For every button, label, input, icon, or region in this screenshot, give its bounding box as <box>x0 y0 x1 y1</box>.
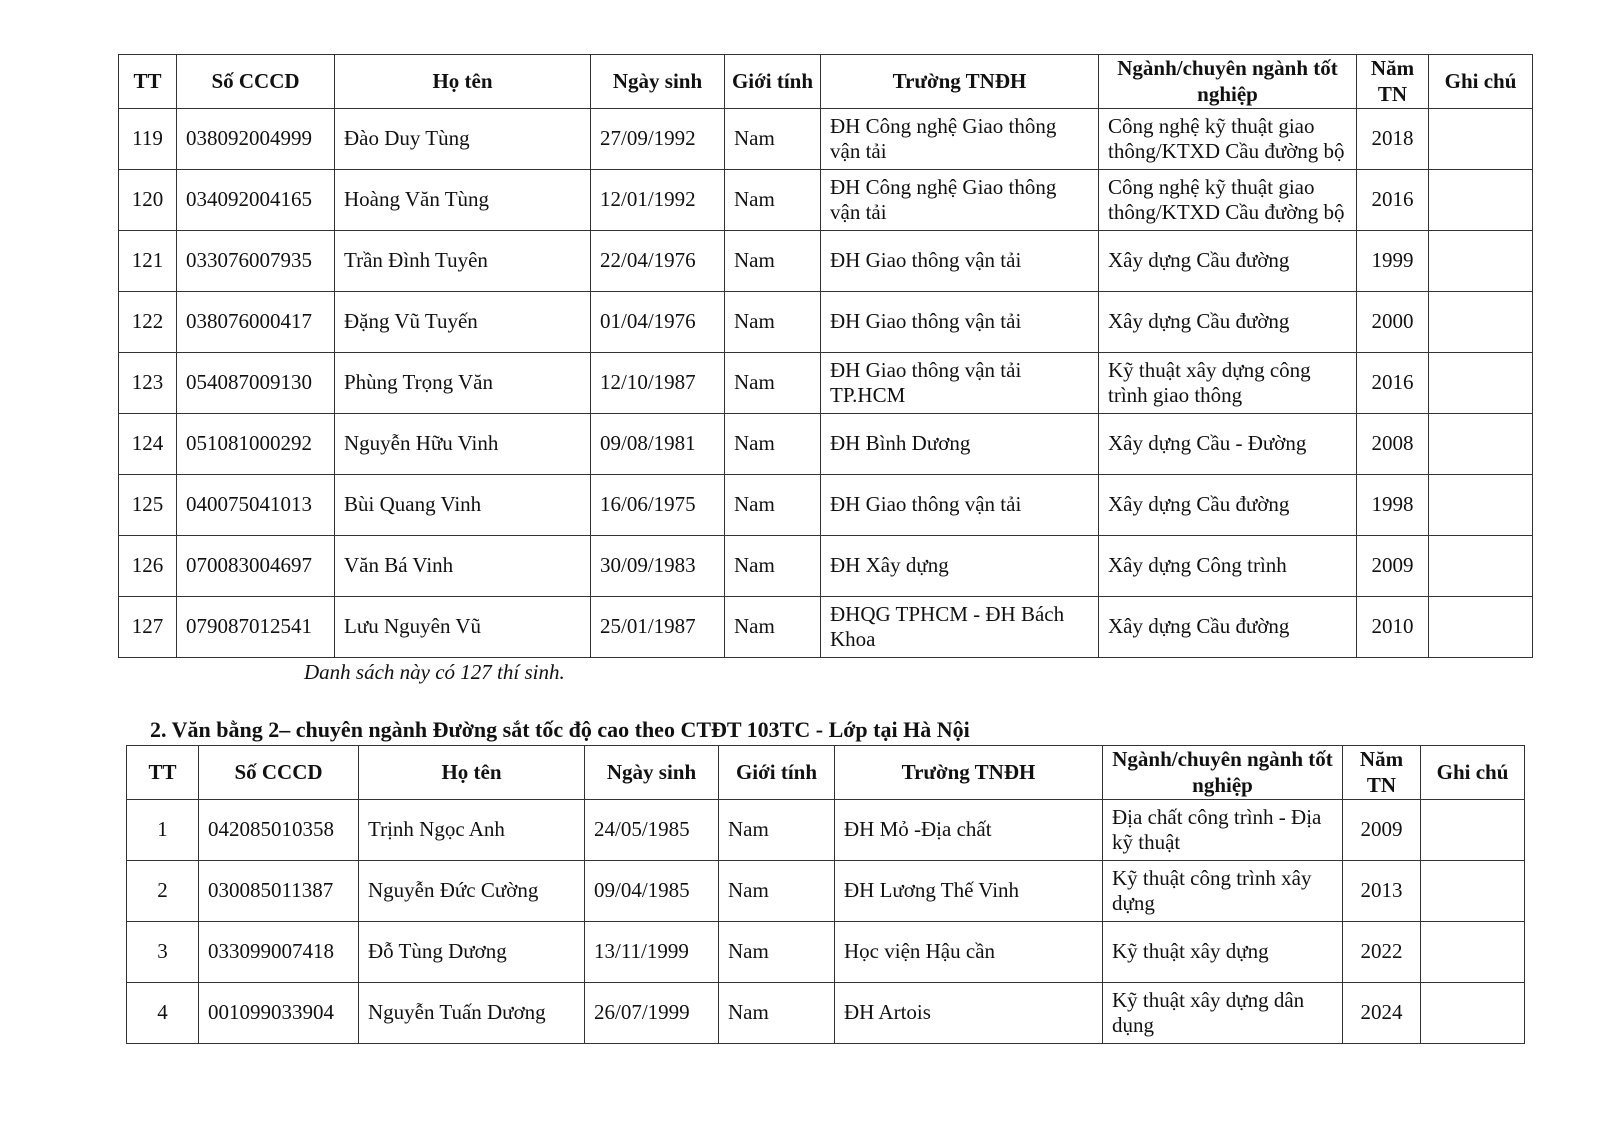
cell-gender: Nam <box>725 231 821 292</box>
cell-tt: 124 <box>119 414 177 475</box>
header-university: Trường TNĐH <box>835 746 1103 800</box>
cell-gender: Nam <box>725 475 821 536</box>
cell-major: Xây dựng Cầu đường <box>1099 292 1357 353</box>
header-grad-year: Năm TN <box>1343 746 1421 800</box>
cell-notes <box>1429 353 1533 414</box>
cell-cccd: 034092004165 <box>177 170 335 231</box>
header-tt: TT <box>119 55 177 109</box>
header-tt: TT <box>127 746 199 800</box>
cell-tt: 122 <box>119 292 177 353</box>
header-dob: Ngày sinh <box>585 746 719 800</box>
section-2-heading: 2. Văn bằng 2– chuyên ngành Đường sắt tốc độ cao theo CTĐT 103TC - Lớp tại Hà Nội <box>150 717 970 742</box>
cell-major: Kỹ thuật công trình xây dựng <box>1103 861 1343 922</box>
cell-major: Xây dựng Cầu đường <box>1099 597 1357 658</box>
cell-cccd: 001099033904 <box>199 983 359 1044</box>
cell-name: Đỗ Tùng Dương <box>359 922 585 983</box>
cell-grad-year: 2022 <box>1343 922 1421 983</box>
cell-grad-year: 2009 <box>1343 800 1421 861</box>
cell-notes <box>1429 597 1533 658</box>
table-header-row <box>127 746 1525 800</box>
cell-cccd: 051081000292 <box>177 414 335 475</box>
cell-name: Trần Đình Tuyên <box>335 231 591 292</box>
cell-name: Bùi Quang Vinh <box>335 475 591 536</box>
table-row <box>119 536 1533 597</box>
header-dob: Ngày sinh <box>591 55 725 109</box>
cell-grad-year: 2000 <box>1357 292 1429 353</box>
header-notes: Ghi chú <box>1421 746 1525 800</box>
cell-dob: 27/09/1992 <box>591 109 725 170</box>
cell-tt: 1 <box>127 800 199 861</box>
cell-notes <box>1429 536 1533 597</box>
cell-gender: Nam <box>725 597 821 658</box>
header-notes: Ghi chú <box>1429 55 1533 109</box>
cell-university: ĐH Lương Thế Vinh <box>835 861 1103 922</box>
table-row <box>127 922 1525 983</box>
cell-dob: 12/01/1992 <box>591 170 725 231</box>
table-row <box>119 353 1533 414</box>
cell-notes <box>1421 983 1525 1044</box>
table-row <box>127 861 1525 922</box>
cell-gender: Nam <box>725 109 821 170</box>
cell-tt: 119 <box>119 109 177 170</box>
cell-dob: 01/04/1976 <box>591 292 725 353</box>
cell-university: ĐH Công nghệ Giao thông vận tải <box>821 170 1099 231</box>
cell-university: ĐH Giao thông vận tải <box>821 231 1099 292</box>
header-name: Họ tên <box>335 55 591 109</box>
header-grad-year: Năm TN <box>1357 55 1429 109</box>
cell-cccd: 033076007935 <box>177 231 335 292</box>
cell-grad-year: 2016 <box>1357 353 1429 414</box>
cell-name: Nguyễn Đức Cường <box>359 861 585 922</box>
cell-dob: 25/01/1987 <box>591 597 725 658</box>
cell-university: ĐH Giao thông vận tải TP.HCM <box>821 353 1099 414</box>
cell-cccd: 033099007418 <box>199 922 359 983</box>
cell-major: Công nghệ kỹ thuật giao thông/KTXD Cầu đường bộ <box>1099 170 1357 231</box>
cell-name: Nguyễn Hữu Vinh <box>335 414 591 475</box>
table-row <box>119 292 1533 353</box>
cell-grad-year: 2016 <box>1357 170 1429 231</box>
header-major: Ngành/chuyên ngành tốt nghiệp <box>1099 55 1357 109</box>
cell-dob: 09/04/1985 <box>585 861 719 922</box>
cell-gender: Nam <box>719 922 835 983</box>
cell-grad-year: 1998 <box>1357 475 1429 536</box>
cell-notes <box>1421 922 1525 983</box>
cell-notes <box>1429 170 1533 231</box>
cell-gender: Nam <box>725 353 821 414</box>
cell-dob: 16/06/1975 <box>591 475 725 536</box>
table-row <box>119 109 1533 170</box>
cell-notes <box>1421 800 1525 861</box>
cell-notes <box>1429 231 1533 292</box>
cell-name: Lưu Nguyên Vũ <box>335 597 591 658</box>
cell-cccd: 040075041013 <box>177 475 335 536</box>
header-major: Ngành/chuyên ngành tốt nghiệp <box>1103 746 1343 800</box>
cell-notes <box>1421 861 1525 922</box>
header-name: Họ tên <box>359 746 585 800</box>
cell-grad-year: 1999 <box>1357 231 1429 292</box>
cell-university: ĐH Bình Dương <box>821 414 1099 475</box>
cell-major: Công nghệ kỹ thuật giao thông/KTXD Cầu đường bộ <box>1099 109 1357 170</box>
cell-university: ĐH Artois <box>835 983 1103 1044</box>
table-row <box>127 983 1525 1044</box>
cell-tt: 123 <box>119 353 177 414</box>
table-row <box>119 475 1533 536</box>
cell-university: ĐH Xây dựng <box>821 536 1099 597</box>
cell-university: ĐH Giao thông vận tải <box>821 292 1099 353</box>
cell-dob: 12/10/1987 <box>591 353 725 414</box>
table-row <box>119 414 1533 475</box>
cell-tt: 120 <box>119 170 177 231</box>
cell-dob: 22/04/1976 <box>591 231 725 292</box>
cell-university: ĐH Công nghệ Giao thông vận tải <box>821 109 1099 170</box>
cell-name: Trịnh Ngọc Anh <box>359 800 585 861</box>
cell-gender: Nam <box>719 800 835 861</box>
cell-tt: 3 <box>127 922 199 983</box>
cell-gender: Nam <box>719 861 835 922</box>
header-gender: Giới tính <box>725 55 821 109</box>
cell-dob: 30/09/1983 <box>591 536 725 597</box>
cell-name: Hoàng Văn Tùng <box>335 170 591 231</box>
candidate-count-note: Danh sách này có 127 thí sinh. <box>304 660 565 684</box>
cell-grad-year: 2024 <box>1343 983 1421 1044</box>
cell-tt: 2 <box>127 861 199 922</box>
table-header-row <box>119 55 1533 109</box>
candidate-table-1 <box>118 54 1533 658</box>
cell-dob: 24/05/1985 <box>585 800 719 861</box>
table-row <box>119 170 1533 231</box>
cell-name: Đào Duy Tùng <box>335 109 591 170</box>
cell-notes <box>1429 475 1533 536</box>
cell-dob: 26/07/1999 <box>585 983 719 1044</box>
cell-gender: Nam <box>725 170 821 231</box>
cell-name: Văn Bá Vinh <box>335 536 591 597</box>
cell-major: Kỹ thuật xây dựng dân dụng <box>1103 983 1343 1044</box>
header-cccd: Số CCCD <box>199 746 359 800</box>
cell-name: Đặng Vũ Tuyến <box>335 292 591 353</box>
cell-grad-year: 2018 <box>1357 109 1429 170</box>
cell-name: Nguyễn Tuấn Dương <box>359 983 585 1044</box>
table-row <box>127 800 1525 861</box>
cell-grad-year: 2009 <box>1357 536 1429 597</box>
cell-gender: Nam <box>725 414 821 475</box>
cell-notes <box>1429 109 1533 170</box>
cell-grad-year: 2013 <box>1343 861 1421 922</box>
cell-major: Kỹ thuật xây dựng công trình giao thông <box>1099 353 1357 414</box>
cell-tt: 125 <box>119 475 177 536</box>
cell-tt: 4 <box>127 983 199 1044</box>
header-gender: Giới tính <box>719 746 835 800</box>
cell-notes <box>1429 414 1533 475</box>
cell-gender: Nam <box>725 536 821 597</box>
cell-gender: Nam <box>725 292 821 353</box>
cell-university: ĐH Giao thông vận tải <box>821 475 1099 536</box>
header-cccd: Số CCCD <box>177 55 335 109</box>
table-row <box>119 231 1533 292</box>
cell-major: Địa chất công trình - Địa kỹ thuật <box>1103 800 1343 861</box>
cell-name: Phùng Trọng Văn <box>335 353 591 414</box>
cell-major: Xây dựng Công trình <box>1099 536 1357 597</box>
cell-cccd: 030085011387 <box>199 861 359 922</box>
cell-cccd: 054087009130 <box>177 353 335 414</box>
cell-cccd: 070083004697 <box>177 536 335 597</box>
cell-tt: 126 <box>119 536 177 597</box>
cell-cccd: 038092004999 <box>177 109 335 170</box>
cell-grad-year: 2008 <box>1357 414 1429 475</box>
cell-cccd: 042085010358 <box>199 800 359 861</box>
cell-tt: 127 <box>119 597 177 658</box>
cell-notes <box>1429 292 1533 353</box>
cell-university: Học viện Hậu cần <box>835 922 1103 983</box>
cell-dob: 09/08/1981 <box>591 414 725 475</box>
cell-dob: 13/11/1999 <box>585 922 719 983</box>
cell-grad-year: 2010 <box>1357 597 1429 658</box>
cell-major: Xây dựng Cầu đường <box>1099 231 1357 292</box>
cell-cccd: 038076000417 <box>177 292 335 353</box>
candidate-table-2 <box>126 745 1525 1044</box>
header-university: Trường TNĐH <box>821 55 1099 109</box>
cell-tt: 121 <box>119 231 177 292</box>
cell-major: Xây dựng Cầu - Đường <box>1099 414 1357 475</box>
cell-university: ĐHQG TPHCM - ĐH Bách Khoa <box>821 597 1099 658</box>
cell-major: Xây dựng Cầu đường <box>1099 475 1357 536</box>
cell-university: ĐH Mỏ -Địa chất <box>835 800 1103 861</box>
cell-gender: Nam <box>719 983 835 1044</box>
table-row <box>119 597 1533 658</box>
cell-cccd: 079087012541 <box>177 597 335 658</box>
cell-major: Kỹ thuật xây dựng <box>1103 922 1343 983</box>
